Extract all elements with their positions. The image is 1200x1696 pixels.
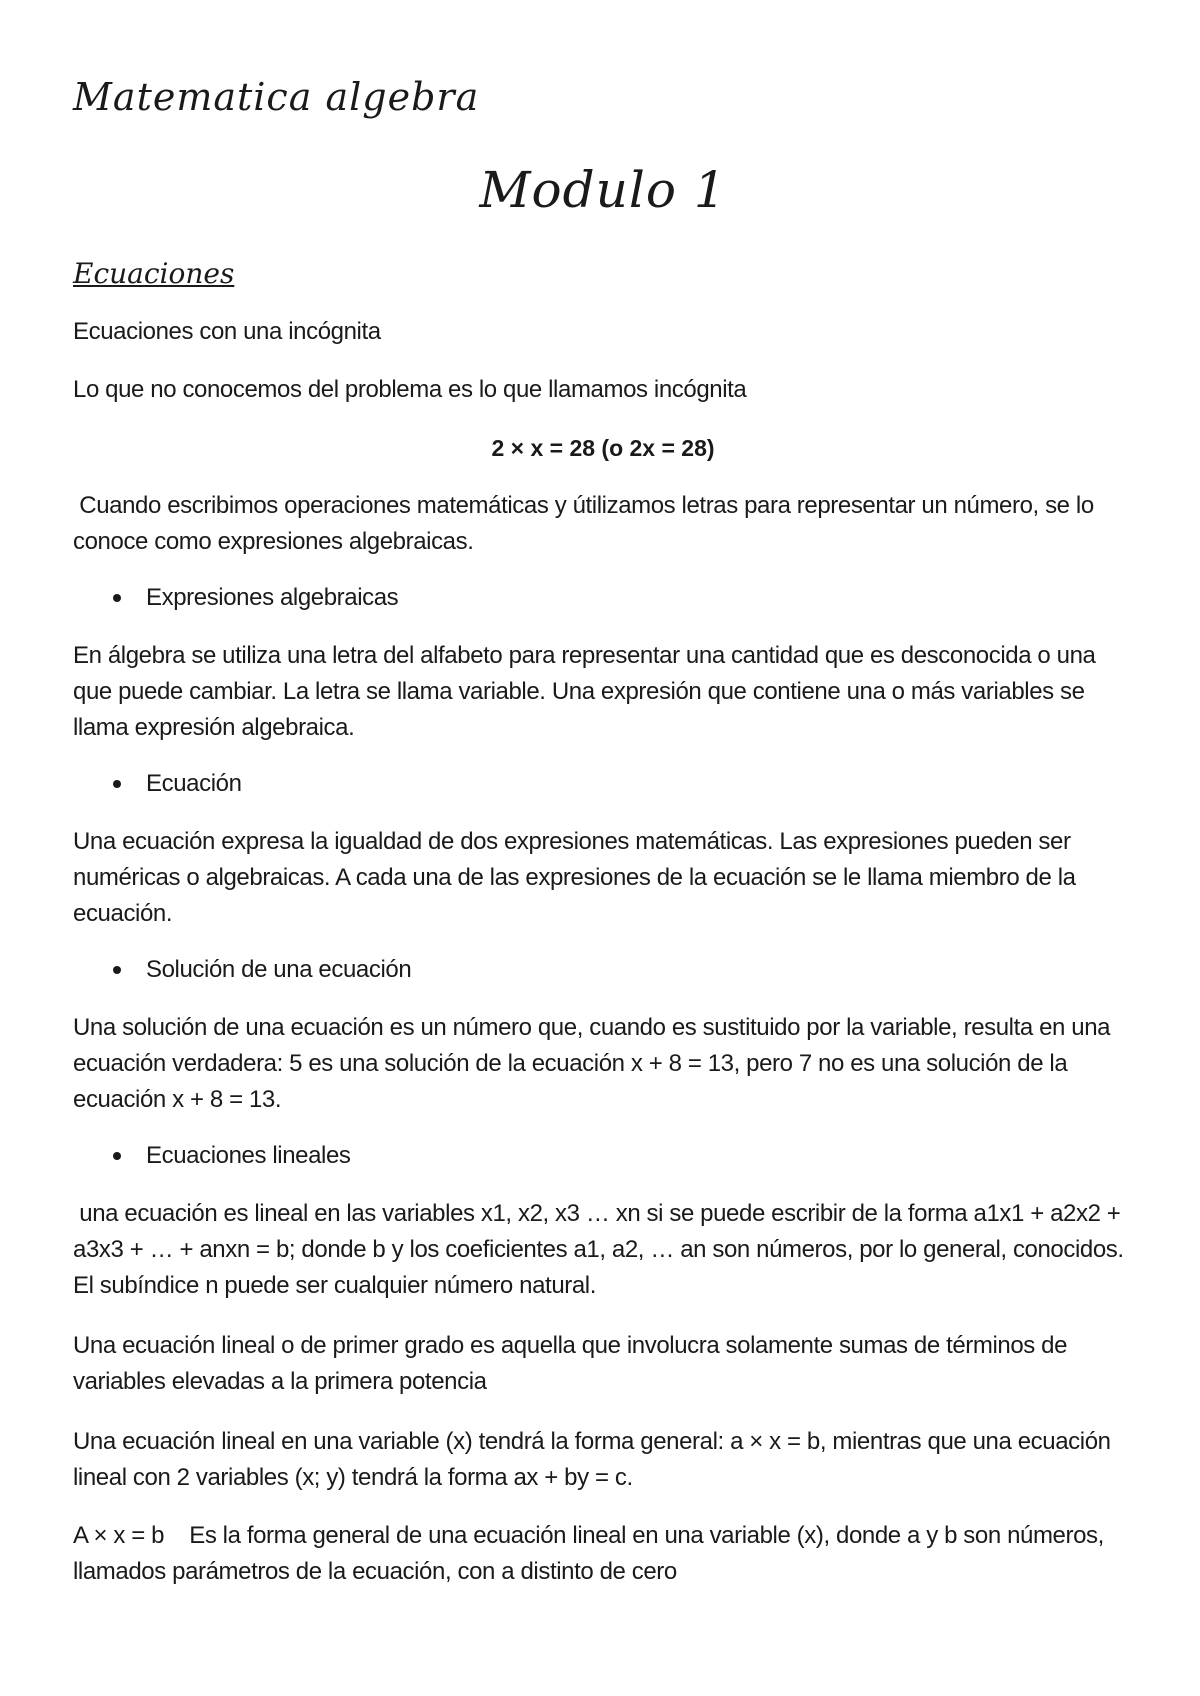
bullet-label: Solución de una ecuación [146,956,412,983]
expressions-intro-paragraph: Cuando escribimos operaciones matemáticas y útilizamos letras para representar un número, se lo conoce como expresiones algebraicas. [73,492,1101,555]
bullet-label: Ecuación [146,770,242,797]
document-subject: Matematica algebra [73,75,480,119]
intro-paragraph: Lo que no conocemos del problema es lo que llamamos incógnita [73,376,747,403]
bullet-dot-icon [113,780,121,788]
forma-general-paragraph: Una ecuación lineal en una variable (x) tendrá la forma general: a × x = b, mientras que una ecuación lineal con 2 variables (x; y) tendrá la forma ax + by = c. [73,1428,1111,1491]
ecuacion-paragraph: Una ecuación expresa la igualdad de dos expresiones matemáticas. Las expresiones pueden ser numéricas o algebraicas. A cada una de las expresiones de la ecuación se le llama miembro de la ecuación. [73,828,1076,927]
intro-label: Ecuaciones con una incógnita [73,318,381,345]
bullet-expresiones-algebraicas [73,580,1133,616]
solucion-paragraph: Una solución de una ecuación es un número que, cuando es sustituido por la variable, resulta en una ecuación verdadera: 5 es una solución de la ecuación x + 8 = 13, pero 7 no es una solución de la ecuación x + 8 = 13. [73,1014,1111,1113]
bullet-ecuaciones-lineales [73,1138,1133,1174]
document-page [73,60,1133,1590]
parametros-paragraph: A × x = b Es la forma general de una ecuación lineal en una variable (x), donde a y b son números, llamados parámetros de la ecuación, con a distinto de cero [73,1522,1111,1585]
bullet-dot-icon [113,1152,121,1160]
example-formula: 2 × x = 28 (o 2x = 28) [491,435,715,461]
primer-grado-paragraph: Una ecuación lineal o de primer grado es aquella que involucra solamente sumas de términos de variables elevadas a la primera potencia [73,1332,1068,1395]
bullet-label: Ecuaciones lineales [146,1142,351,1169]
bullet-ecuacion [73,766,1133,802]
document-title: Modulo 1 [479,161,727,219]
bullet-dot-icon [113,594,121,602]
bullet-dot-icon [113,966,121,974]
expresiones-paragraph: En álgebra se utiliza una letra del alfabeto para representar una cantidad que es desconocida o una que puede cambiar. La letra se llama variable. Una expresión que contiene una o más variables se llama expresión algebraica. [73,642,1096,741]
bullet-label: Expresiones algebraicas [146,584,399,611]
section-heading-ecuaciones: Ecuaciones [73,257,235,290]
lineales-paragraph: una ecuación es lineal en las variables x1, x2, x3 … xn si se puede escribir de la forma a1x1 + a2x2 + a3x3 + … + anxn = b; donde b y los coeficientes a1, a2, … an son números, por lo general, conocidos. El subíndice n puede ser cualquier número natural. [73,1200,1130,1299]
bullet-solucion [73,952,1133,988]
